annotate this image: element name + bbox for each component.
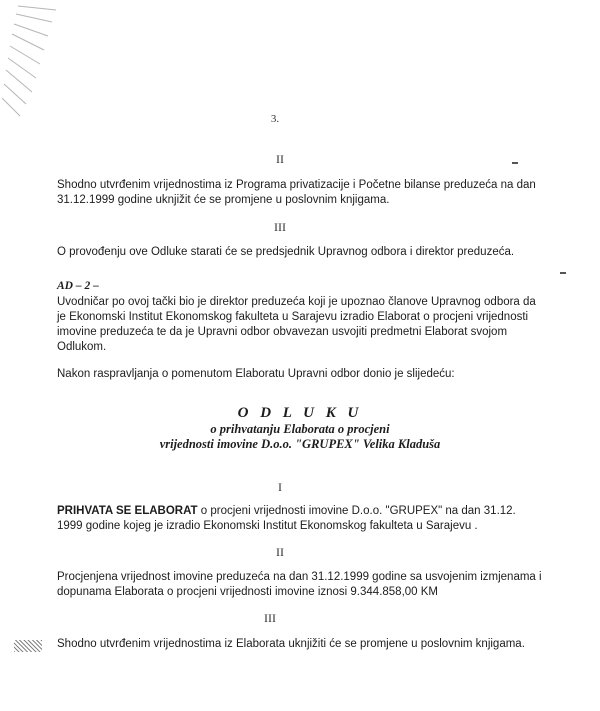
paragraph-line: O provođenju ove Odluke starati će se predsjednik Upravnog odbora i direktor preduzeća. <box>57 246 515 258</box>
paragraph-line: Shodno utvrđenim vrijednostima iz Programa privatizacije i Početne bilanse preduzeća na dan <box>57 179 536 191</box>
paragraph-line: 1999 godine kojeg je izradio Ekonomski Institut Ekonomskog fakulteta u Sarajevu . <box>57 520 478 532</box>
section-heading: III <box>274 220 286 234</box>
scan-smudge <box>14 640 42 652</box>
scan-dash-mark <box>560 272 566 274</box>
point-heading: III <box>264 611 276 625</box>
paragraph-line: je Ekonomski Institut Ekonomskog fakulteta u Sarajevu izradio Elaborat o procjeni vrijednosti <box>57 311 529 323</box>
paragraph-line: dopunama Elaborata o procjeni vrijednosti imovine iznosi 9.344.858,00 KM <box>57 586 439 598</box>
page-number: 3. <box>270 113 280 125</box>
paragraph-line: Nakon raspravljanja o pomenutom Elaboratu Upravni odbor donio je slijedeću: <box>57 368 455 380</box>
paragraph-line: Uvodničar po ovoj tački bio je direktor preduzeća koji je upoznao članove Upravnog odbora da <box>57 296 536 308</box>
decision-title: O D L U K U <box>237 405 363 421</box>
scan-edge-artifact <box>0 0 70 140</box>
point-heading: II <box>276 545 284 559</box>
section-heading: II <box>276 152 284 166</box>
paragraph-line: imovine preduzeća te da je Upravni odbor obvavezan usvojiti predmetni Elaborat svojom <box>57 326 508 338</box>
emphasis-text: PRIHVATA SE ELABORAT <box>57 505 198 517</box>
scan-dash-mark <box>512 162 518 164</box>
paragraph-line: 31.12.1999 godine uknjižit će se promjene u poslovnim knjigama. <box>57 194 390 206</box>
paragraph-line <box>57 504 516 519</box>
paragraph-text: o procjeni vrijednosti imovine D.o.o. "GRUPEX" na dan 31.12. <box>197 505 516 517</box>
paragraph-line: Procjenjena vrijednost imovine preduzeća na dan 31.12.1999 godine sa usvojenim izmjenama i <box>57 571 542 583</box>
agenda-heading: AD – 2 – <box>57 280 99 292</box>
paragraph-line: Shodno utvrđenim vrijednostima iz Elaborata uknjižiti će se promjene u poslovnim knjigama. <box>57 638 525 650</box>
point-heading: I <box>278 480 282 494</box>
decision-subtitle: vrijednosti imovine D.o.o. "GRUPEX" Velika Kladuša <box>159 437 441 451</box>
paragraph-line: Odlukom. <box>57 341 107 353</box>
decision-subtitle: o prihvatanju Elaborata o procjeni <box>210 422 390 436</box>
